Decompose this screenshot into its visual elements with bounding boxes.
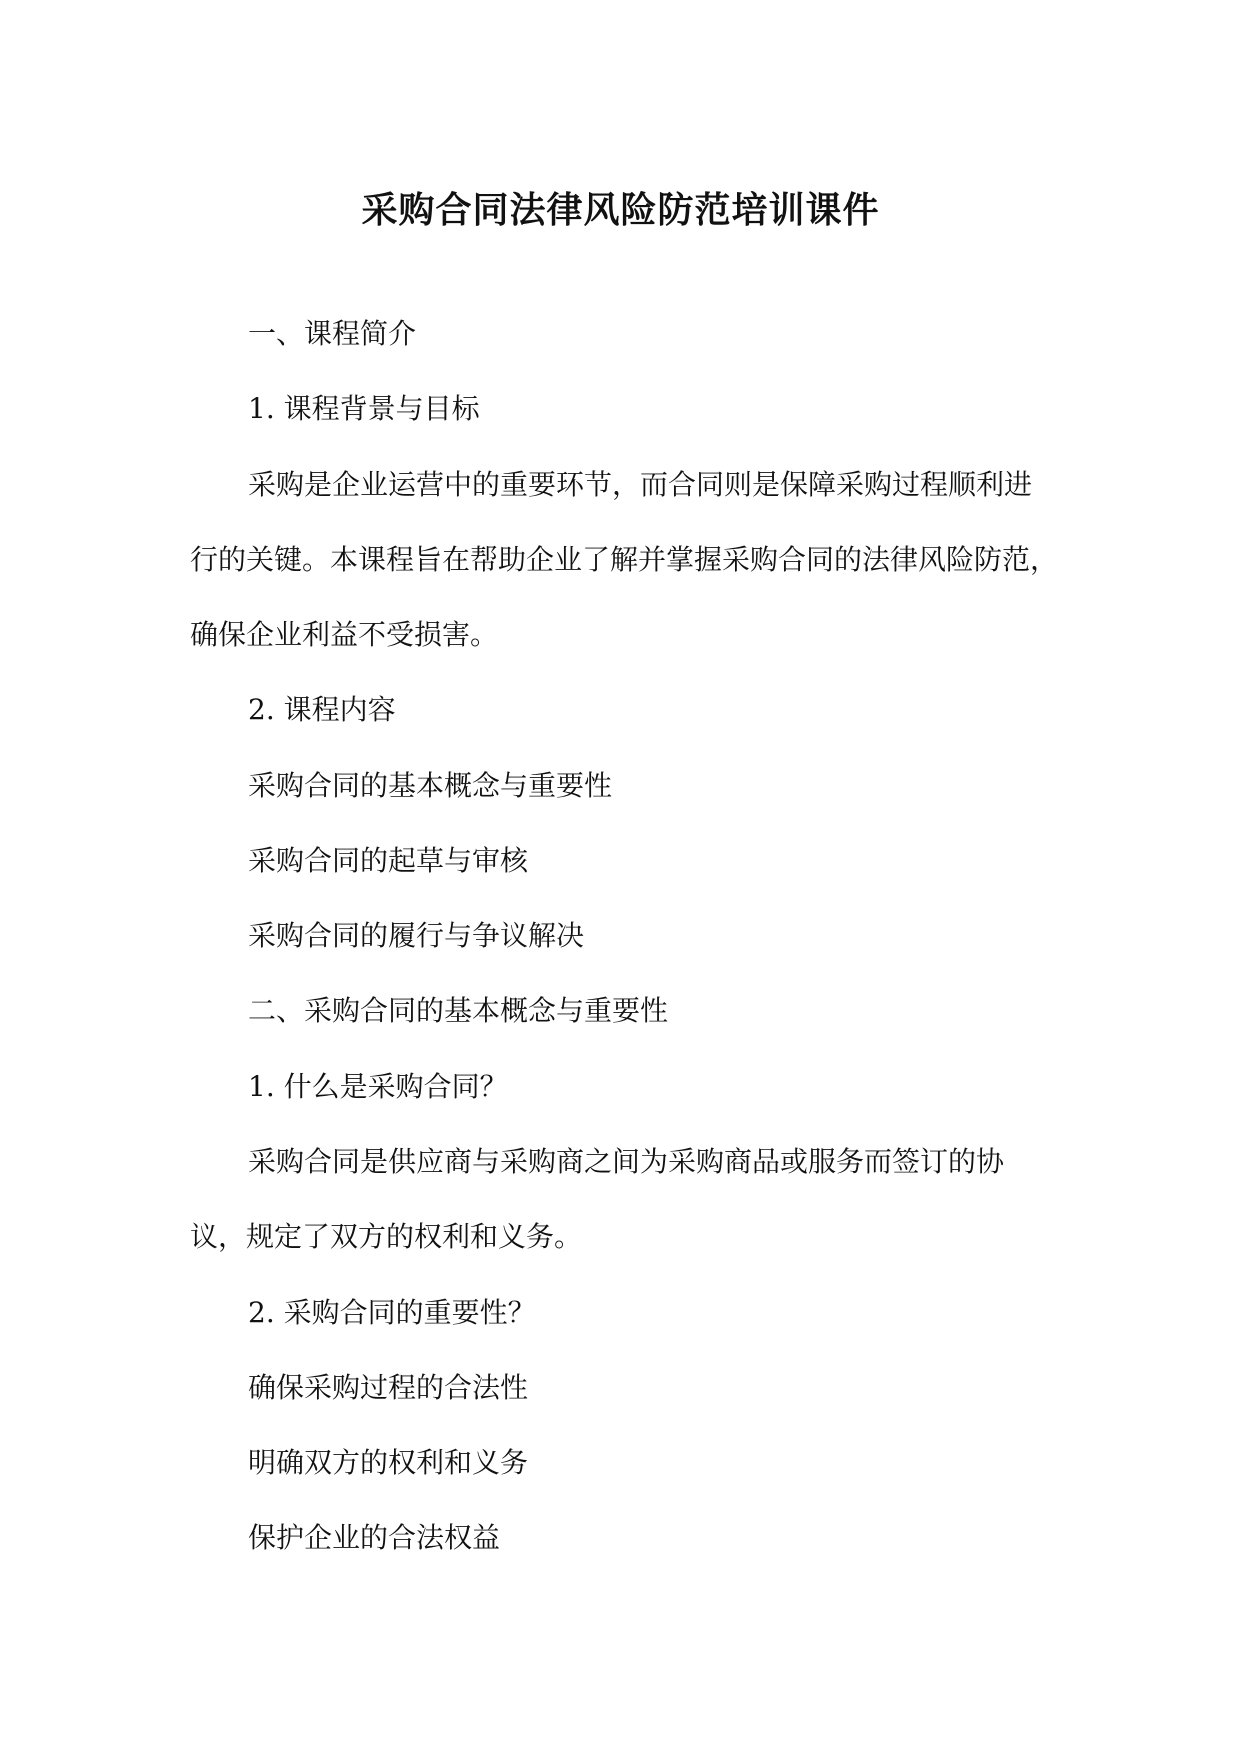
list-item: 确保采购过程的合法性	[248, 1371, 529, 1404]
paragraph-line: 采购是企业运营中的重要环节，而合同则是保障采购过程顺利进	[248, 468, 1033, 501]
paragraph-line: 行的关键。本课程旨在帮助企业了解并掌握采购合同的法律风险防范，	[190, 543, 1059, 576]
subheading-course-content: 2. 课程内容	[248, 693, 396, 726]
subheading-what-is-contract: 1. 什么是采购合同？	[248, 1070, 508, 1103]
list-item: 采购合同的履行与争议解决	[248, 919, 585, 952]
list-item: 明确双方的权利和义务	[248, 1446, 529, 1479]
paragraph-line: 确保企业利益不受损害。	[190, 618, 499, 651]
paragraph-line: 采购合同是供应商与采购商之间为采购商品或服务而签订的协	[248, 1145, 1005, 1178]
subheading-importance: 2. 采购合同的重要性？	[248, 1296, 536, 1329]
document-title: 采购合同法律风险防范培训课件	[361, 189, 880, 231]
section-heading-basic-concepts: 二、采购合同的基本概念与重要性	[248, 994, 669, 1027]
subheading-background-goals: 1. 课程背景与目标	[248, 392, 480, 425]
list-item: 保护企业的合法权益	[248, 1521, 501, 1554]
section-heading-course-intro: 一、课程简介	[248, 317, 417, 350]
paragraph-line: 议，规定了双方的权利和义务。	[190, 1220, 583, 1253]
list-item: 采购合同的基本概念与重要性	[248, 769, 613, 802]
list-item: 采购合同的起草与审核	[248, 844, 529, 877]
